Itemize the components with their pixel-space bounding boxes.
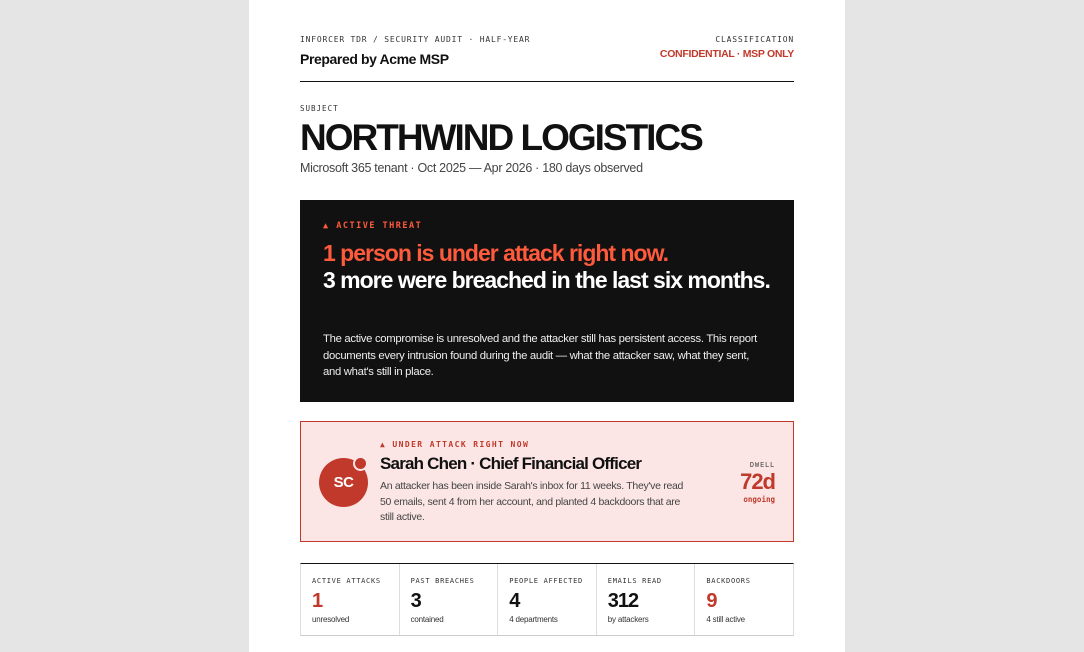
alert-dot-icon — [353, 456, 368, 471]
stat-sub: 4 still active — [706, 615, 745, 624]
classification-label: CLASSIFICATION — [715, 35, 794, 44]
threat-headline-rest: 3 more were breached in the last six months. — [323, 267, 770, 293]
stat-label: PAST BREACHES — [410, 577, 475, 585]
stat-backdoors — [695, 564, 793, 635]
stat-sub: 4 departments — [509, 615, 558, 624]
attack-body: An attacker has been inside Sarah's inbox for 11 weeks. They've read 50 emails, sent 4 from her account, and planted 4 backdoors that are still active. — [380, 480, 684, 523]
subject-meta: Microsoft 365 tenant · Oct 2025 — Apr 2026 · 180 days observed — [300, 161, 643, 175]
stat-label: PEOPLE AFFECTED — [509, 577, 583, 585]
dwell-sub: ongoing — [743, 495, 775, 504]
report-page — [249, 0, 845, 652]
stat-value: 3 — [410, 590, 421, 612]
stats-row — [300, 563, 794, 636]
stat-past-breaches — [400, 564, 499, 635]
stat-value: 312 — [607, 590, 639, 612]
dwell-label: DWELL — [749, 461, 775, 469]
report-header — [300, 35, 794, 82]
classification-value: CONFIDENTIAL · MSP ONLY — [659, 48, 794, 60]
subject-title: NORTHWIND LOGISTICS — [300, 117, 702, 158]
stat-sub: contained — [410, 615, 444, 624]
threat-tag: ▲ ACTIVE THREAT — [323, 221, 423, 231]
stat-label: EMAILS READ — [607, 577, 662, 585]
stat-sub: by attackers — [607, 615, 649, 624]
stat-sub: unresolved — [312, 615, 350, 624]
stat-value: 9 — [706, 590, 717, 612]
under-attack-card[interactable] — [300, 421, 794, 542]
stat-active-attacks — [301, 564, 400, 635]
threat-headline-highlight: 1 person is under attack right now. — [323, 240, 668, 266]
stat-value: 1 — [312, 590, 323, 612]
threat-body: The active compromise is unresolved and the attacker still has persistent access. This report documents every intrusion found during the audit — what the attacker saw, what they sent, and what's still in place. — [323, 333, 758, 378]
header-kicker: INFORCER TDR / SECURITY AUDIT · HALF-YEAR — [300, 35, 531, 44]
stat-emails-read — [597, 564, 696, 635]
stat-people-affected — [498, 564, 597, 635]
stat-value: 4 — [509, 590, 520, 612]
victim-name: Sarah Chen · Chief Financial Officer — [380, 454, 642, 473]
attack-tag: ▲ UNDER ATTACK RIGHT NOW — [380, 440, 530, 449]
prepared-by: Prepared by Acme MSP — [300, 51, 449, 67]
stat-label: ACTIVE ATTACKS — [312, 577, 381, 585]
threat-headline — [323, 240, 783, 294]
dwell-value: 72d — [740, 469, 775, 494]
stat-label: BACKDOORS — [706, 577, 751, 585]
active-threat-panel — [300, 200, 794, 402]
avatar: SC — [319, 458, 368, 507]
subject-label: SUBJECT — [300, 104, 339, 113]
